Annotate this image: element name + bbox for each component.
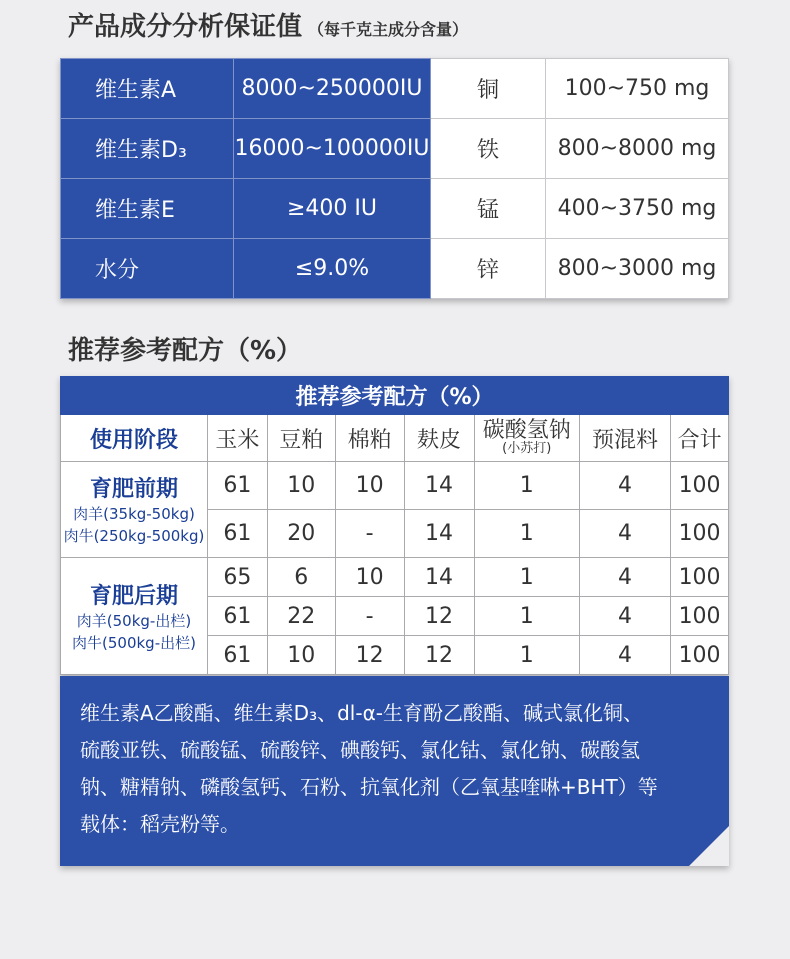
- element-name: 锌: [431, 239, 546, 299]
- cell-bicarbonate: 1: [474, 510, 579, 558]
- cell-total: 100: [671, 462, 729, 510]
- nutrient-name: 水分: [61, 239, 234, 299]
- nutrient-name: 维生素E: [61, 179, 234, 239]
- ingredients-box: [60, 676, 729, 866]
- guarantee-title: 产品成分分析保证值: [68, 12, 303, 42]
- cell-premix: 4: [579, 510, 670, 558]
- col-header-bicarbonate: [474, 415, 579, 462]
- stage-late-name: 育肥后期: [89, 583, 178, 609]
- nutrient-name: 维生素A: [61, 59, 234, 119]
- cell-soymeal: 22: [267, 597, 335, 636]
- cell-bran: 12: [404, 636, 474, 675]
- nutrient-value: 16000~100000IU: [234, 119, 431, 179]
- cell-cottonmeal: -: [335, 597, 404, 636]
- formula-table-title: 推荐参考配方（%）: [61, 377, 729, 415]
- ingredients-line: 硫酸亚铁、硫酸锰、硫酸锌、碘酸钙、氯化钴、氯化钠、碳酸氢: [80, 738, 640, 762]
- cell-premix: 4: [579, 636, 670, 675]
- cell-corn: 61: [207, 510, 267, 558]
- formula-table: [60, 376, 729, 675]
- table-row: [61, 462, 729, 510]
- stage-early-cell: [61, 462, 208, 558]
- cell-corn: 61: [207, 636, 267, 675]
- cell-soymeal: 10: [267, 636, 335, 675]
- element-name: 锰: [431, 179, 546, 239]
- formula-heading: 推荐参考配方（%）: [68, 336, 303, 366]
- cell-cottonmeal: -: [335, 510, 404, 558]
- cell-cottonmeal: 12: [335, 636, 404, 675]
- cell-premix: 4: [579, 462, 670, 510]
- cell-bicarbonate: 1: [474, 597, 579, 636]
- element-amount: 400~3750 mg: [546, 179, 729, 239]
- cell-bran: 14: [404, 510, 474, 558]
- cell-total: 100: [671, 510, 729, 558]
- stage-late-cell: [61, 558, 208, 675]
- table-row: [61, 59, 729, 119]
- stage-early-name: 育肥前期: [89, 477, 178, 502]
- table-row: [61, 239, 729, 299]
- element-name: 铜: [431, 59, 546, 119]
- cell-bicarbonate: 1: [474, 636, 579, 675]
- ingredients-line: 钠、糖精钠、磷酸氢钙、石粉、抗氧化剂（乙氧基喹啉+BHT）等: [80, 775, 658, 799]
- col-header-stage: 使用阶段: [61, 415, 208, 462]
- col-header-soymeal: 豆粕: [267, 415, 335, 462]
- cell-bran: 14: [404, 558, 474, 597]
- col-header-corn: 玉米: [207, 415, 267, 462]
- col-header-total: 合计: [671, 415, 729, 462]
- cell-total: 100: [671, 558, 729, 597]
- nutrient-value: 8000~250000IU: [234, 59, 431, 119]
- cell-bicarbonate: 1: [474, 558, 579, 597]
- cell-bran: 12: [404, 597, 474, 636]
- bicarbonate-label: 碳酸氢钠: [482, 418, 571, 443]
- stage-early-sheep: 肉羊(35kg-50kg): [73, 505, 195, 523]
- element-name: 铁: [431, 119, 546, 179]
- col-header-cottonmeal: 棉粕: [335, 415, 404, 462]
- col-header-premix: 预混料: [579, 415, 670, 462]
- cell-total: 100: [671, 597, 729, 636]
- cell-soymeal: 20: [267, 510, 335, 558]
- cell-premix: 4: [579, 597, 670, 636]
- stage-late-cattle: 肉牛(500kg-出栏): [72, 633, 196, 652]
- cell-bicarbonate: 1: [474, 462, 579, 510]
- table-row: [61, 179, 729, 239]
- carrier-line: 载体：稻壳粉等。: [80, 812, 240, 836]
- element-amount: 800~3000 mg: [546, 239, 729, 299]
- stage-early-cattle: 肉牛(250kg-500kg): [63, 527, 205, 545]
- cell-bran: 14: [404, 462, 474, 510]
- element-amount: 800~8000 mg: [546, 119, 729, 179]
- guarantee-heading: [68, 6, 468, 43]
- table-row: [61, 119, 729, 179]
- ingredients-line: 维生素A乙酸酯、维生素D₃、dl-α-生育酚乙酸酯、碱式氯化铜、: [80, 701, 643, 725]
- guarantee-table: [60, 58, 729, 299]
- cell-premix: 4: [579, 558, 670, 597]
- bicarbonate-sub: (小苏打): [502, 441, 552, 456]
- cell-corn: 65: [207, 558, 267, 597]
- cell-cottonmeal: 10: [335, 558, 404, 597]
- folded-corner: [689, 826, 729, 866]
- table-row: [61, 558, 729, 597]
- nutrient-value: ≤9.0%: [234, 239, 431, 299]
- nutrient-value: ≥400 IU: [234, 179, 431, 239]
- ingredients-text: [60, 676, 729, 843]
- header-row: [61, 415, 729, 462]
- stage-late-sheep: 肉羊(50kg-出栏): [76, 611, 192, 630]
- element-amount: 100~750 mg: [546, 59, 729, 119]
- cell-corn: 61: [207, 597, 267, 636]
- cell-soymeal: 6: [267, 558, 335, 597]
- cell-cottonmeal: 10: [335, 462, 404, 510]
- cell-corn: 61: [207, 462, 267, 510]
- cell-total: 100: [671, 636, 729, 675]
- nutrient-name: 维生素D₃: [61, 119, 234, 179]
- cell-soymeal: 10: [267, 462, 335, 510]
- col-header-bran: 麸皮: [404, 415, 474, 462]
- guarantee-note: （每千克主成分含量）: [308, 20, 469, 39]
